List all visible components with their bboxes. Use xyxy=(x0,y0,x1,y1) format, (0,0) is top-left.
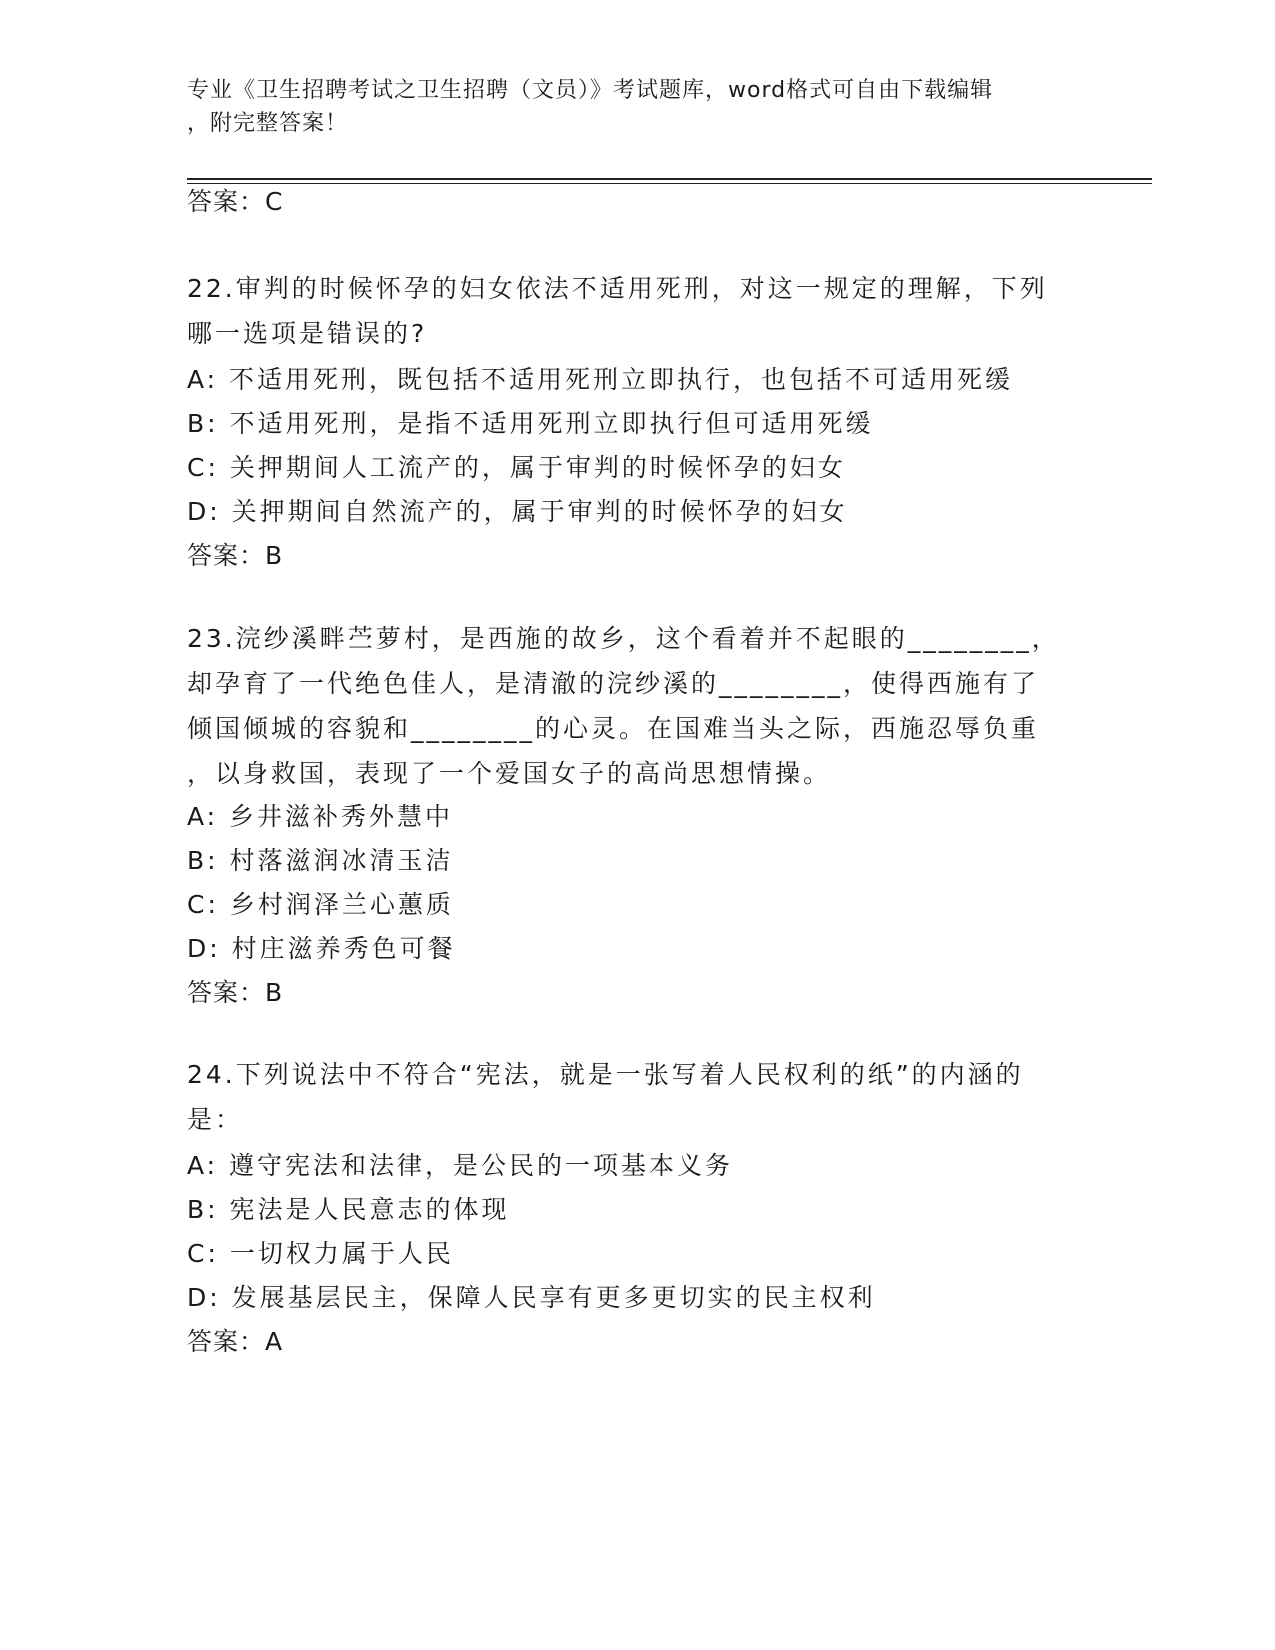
answer-label: 答案： xyxy=(187,187,266,216)
answer-22 xyxy=(187,539,283,573)
question-line: 23.浣纱溪畔苎萝村，是西施的故乡，这个看着并不起眼的________， xyxy=(187,624,1060,653)
option-d: D: 发展基层民主，保障人民享有更多更切实的民主权利 xyxy=(187,1283,876,1312)
option-b: B: 村落滋润冰清玉洁 xyxy=(187,846,454,875)
option-a: A: 不适用死刑，既包括不适用死刑立即执行，也包括不可适用死缓 xyxy=(187,365,1014,394)
answer-value: A xyxy=(265,1327,284,1356)
option-d: D: 关押期间自然流产的，属于审判的时候怀孕的妇女 xyxy=(187,497,848,526)
page-header xyxy=(187,74,1087,140)
option-b: B: 宪法是人民意志的体现 xyxy=(187,1195,510,1224)
option-a: A: 遵守宪法和法律，是公民的一项基本义务 xyxy=(187,1151,734,1180)
question-line: ，以身救国，表现了一个爱国女子的高尚思想情操。 xyxy=(187,759,832,788)
answer-label: 答案： xyxy=(187,541,266,570)
option-a: A: 乡井滋补秀外慧中 xyxy=(187,802,454,831)
question-line: 倾国倾城的容貌和________的心灵。在国难当头之际，西施忍辱负重 xyxy=(187,714,1040,743)
question-line: 却孕育了一代绝色佳人，是清澈的浣纱溪的________，使得西施有了 xyxy=(187,669,1040,698)
answer-value: B xyxy=(265,541,284,570)
option-c: C: 关押期间人工流产的，属于审判的时候怀孕的妇女 xyxy=(187,453,846,482)
question-23 xyxy=(187,616,1077,796)
answer-label: 答案： xyxy=(187,978,266,1007)
answer-label: 答案： xyxy=(187,1327,266,1356)
option-c: C: 一切权力属于人民 xyxy=(187,1239,454,1268)
question-24 xyxy=(187,1052,1077,1142)
option-c: C: 乡村润泽兰心蕙质 xyxy=(187,890,454,919)
header-divider-thick xyxy=(187,178,1152,180)
question-line: 22.审判的时候怀孕的妇女依法不适用死刑，对这一规定的理解，下列 xyxy=(187,274,1048,303)
header-line-2: ，附完整答案！ xyxy=(187,111,349,136)
answer-23 xyxy=(187,976,283,1010)
question-line: 哪一选项是错误的? xyxy=(187,319,428,348)
option-b: B: 不适用死刑，是指不适用死刑立即执行但可适用死缓 xyxy=(187,409,874,438)
header-line-1: 专业《卫生招聘考试之卫生招聘（文员）》考试题库，word格式可自由下载编辑 xyxy=(187,78,994,103)
answer-24 xyxy=(187,1325,283,1359)
answer-value: B xyxy=(265,978,284,1007)
question-line: 是： xyxy=(187,1105,244,1134)
question-line: 24.下列说法中不符合“宪法，就是一张写着人民权利的纸”的内涵的 xyxy=(187,1060,1024,1089)
answer-value: C xyxy=(265,187,284,216)
answer-prev xyxy=(187,185,283,219)
question-22 xyxy=(187,266,1077,356)
header-divider-thin xyxy=(187,183,1152,184)
option-d: D: 村庄滋养秀色可餐 xyxy=(187,934,456,963)
